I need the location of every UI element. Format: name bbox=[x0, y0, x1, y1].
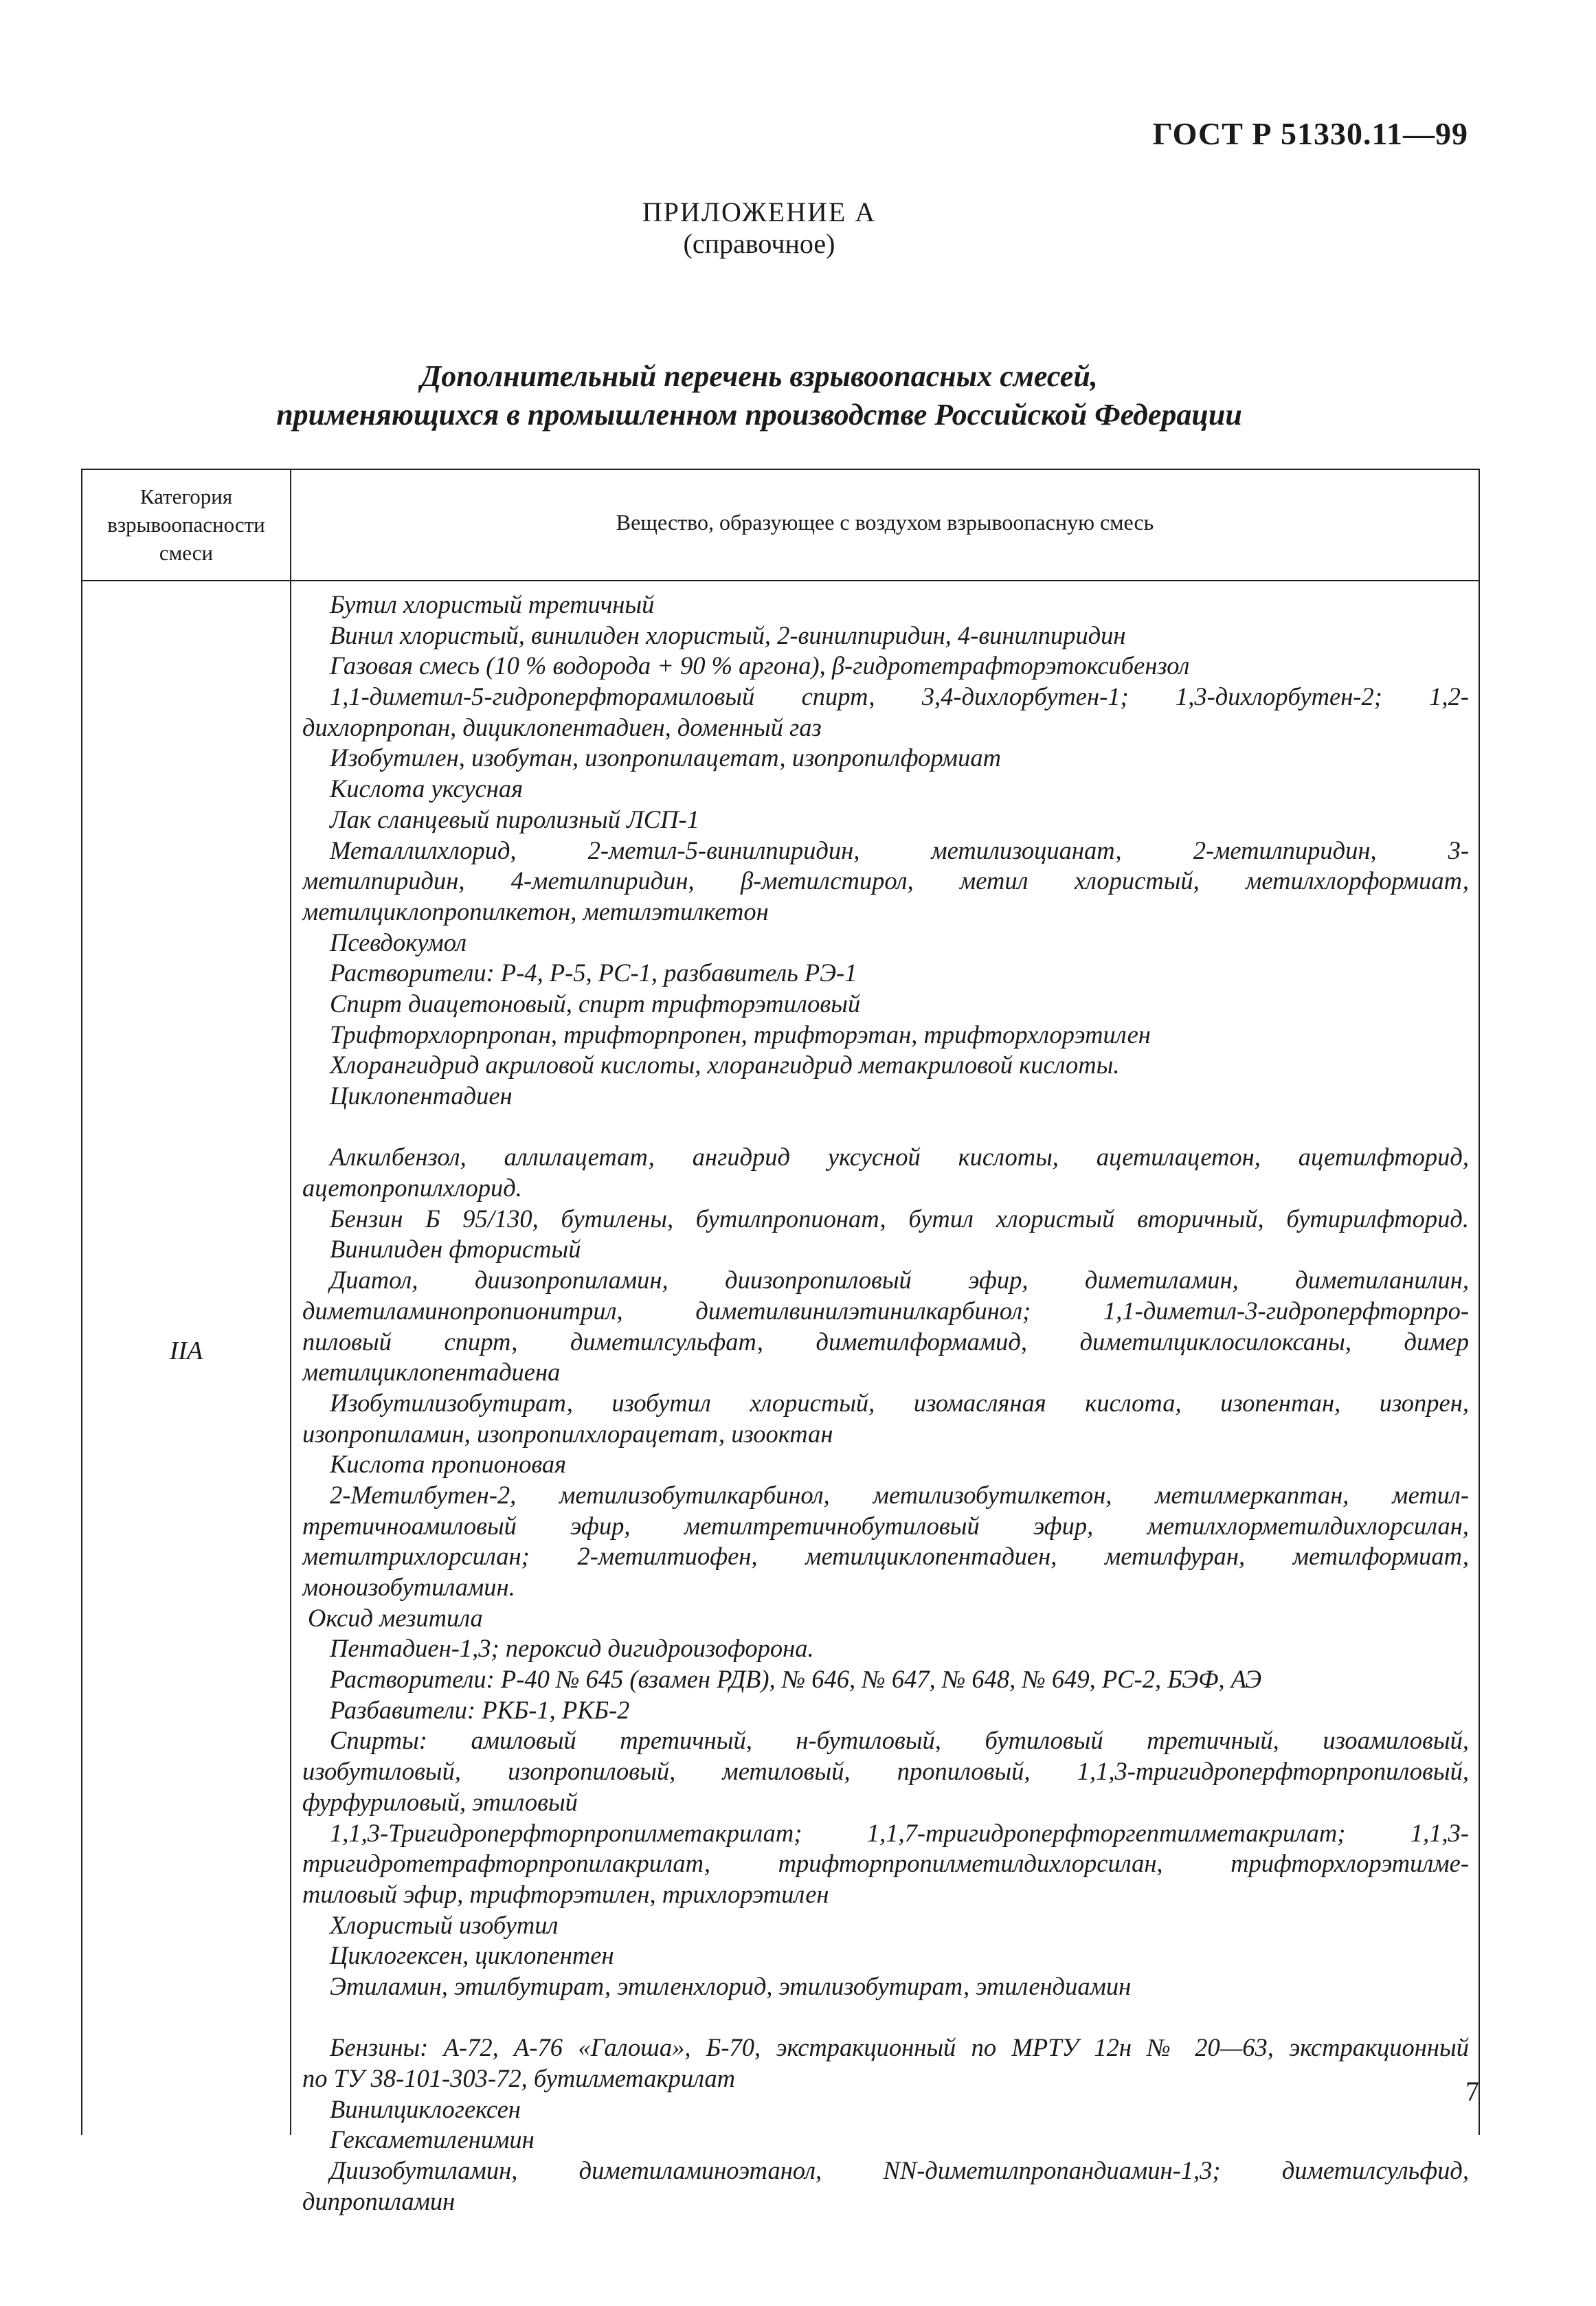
substance-line: Растворители: Р-40 № 645 (взамен РДВ), № 646, № 647, № 648, № 649, РС-2, БЭФ, АЭ bbox=[330, 1665, 1262, 1694]
substance-line: метилциклопентадиена bbox=[302, 1358, 561, 1387]
document-title-line-2: применяющихся в промышленном производстве Российской Федерации bbox=[276, 398, 1242, 432]
substance-line: 1,1-диметил-5-гидроперфторамиловый спирт, 3,4-дихлорбутен-1; 1,3-дихлорбутен-2; 1,2- bbox=[330, 682, 1469, 711]
appendix-title: ПРИЛОЖЕНИЕ А bbox=[642, 197, 877, 227]
category-cell: IIA bbox=[169, 1336, 203, 1365]
substance-line: Газовая смесь (10 % водорода + 90 % аргона), β-гидротетрафторэтоксибензол bbox=[330, 651, 1190, 680]
substance-line: Кислота пропионовая bbox=[330, 1450, 567, 1479]
substance-line: метилпиридин, 4-метилпиридин, β-метилстирол, метил хлористый, метилхлорформиат, bbox=[302, 866, 1469, 895]
substance-line: Оксид мезитила bbox=[308, 1603, 483, 1632]
substance-line: дихлорпропан, дициклопентадиен, доменный газ bbox=[302, 713, 822, 741]
substance-line: Хлорангидрид акриловой кислоты, хлорангидрид метакриловой кислоты. bbox=[330, 1051, 1120, 1079]
table-header-row bbox=[82, 470, 1479, 581]
substance-line: Спирты: амиловый третичный, н-бутиловый, бутиловый третичный, изоамиловый, bbox=[330, 1726, 1469, 1755]
substances-table bbox=[81, 469, 1480, 2215]
appendix-heading bbox=[0, 197, 1518, 260]
doc-code: ГОСТ Р 51330.11—99 bbox=[1152, 116, 1468, 151]
substance-line: пиловый спирт, диметилсульфат, диметилформамид, диметилциклосилоксаны, димер bbox=[302, 1327, 1469, 1356]
substance-line: Винилциклогексен bbox=[330, 2094, 521, 2123]
substance-list bbox=[302, 590, 1469, 2217]
substance-line: Винил хлористый, винилиден хлористый, 2-винилпиридин, 4-винилпиридин bbox=[330, 620, 1126, 649]
document-title-line-1: Дополнительный перечень взрывоопасных смесей, bbox=[420, 359, 1098, 393]
substance-line: Хлористый изобутил bbox=[330, 1910, 559, 1939]
page-number: 7 bbox=[1465, 2076, 1479, 2107]
substance-line: Растворители: Р-4, Р-5, РС-1, разбавитель РЭ-1 bbox=[330, 959, 857, 987]
substance-line: 2-Метилбутен-2, метилизобутилкарбинол, метилизобутилкетон, метилмеркаптан, метил- bbox=[330, 1480, 1469, 1509]
substance-line: ацетопропилхлорид. bbox=[302, 1174, 522, 1202]
substance-line: Псевдокумол bbox=[330, 928, 467, 956]
column-header-category bbox=[82, 482, 290, 567]
substance-line: тиловый эфир, трифторэтилен, трихлорэтилен bbox=[302, 1879, 829, 1908]
substance-line: Спирт диацетоновый, спирт трифторэтиловый bbox=[330, 989, 861, 1018]
substance-line: Циклопентадиен bbox=[330, 1082, 513, 1110]
substance-line: Пентадиен-1,3; пероксид дигидроизофорона. bbox=[330, 1634, 814, 1663]
substance-line: по ТУ 38-101-303-72, бутилметакрилат bbox=[302, 2064, 736, 2092]
column-header-category-line: Категория bbox=[139, 484, 233, 508]
substance-line: Диизобутиламин, диметиламиноэтанол, NN-диметилпропандиамин-1,3; диметилсульфид, bbox=[330, 2156, 1469, 2185]
substance-line: метилциклопропилкетон, метилэтилкетон bbox=[302, 897, 769, 926]
list-gap bbox=[302, 2002, 1469, 2033]
substance-line: Разбавители: РКБ-1, РКБ-2 bbox=[330, 1695, 630, 1724]
substance-line: Металлилхлорид, 2-метил-5-винилпиридин, метилизоцианат, 2-метилпиридин, 3- bbox=[330, 836, 1469, 864]
substance-line: Алкилбензол, аллилацетат, ангидрид уксусной кислоты, ацетилацетон, ацетилфторид, bbox=[330, 1143, 1469, 1172]
substance-line: изобутиловый, изопропиловый, метиловый, пропиловый, 1,1,3-тригидроперфторпропиловый, bbox=[302, 1757, 1469, 1786]
substance-line: Изобутилизобутират, изобутил хлористый, изомасляная кислота, изопентан, изопрен, bbox=[330, 1388, 1469, 1417]
substance-line: дипропиламин bbox=[302, 2186, 456, 2215]
substance-line: 1,1,3-Тригидроперфторпропилметакрилат; 1,1,7-тригидроперфторгептилметакрилат; 1,1,3- bbox=[330, 1818, 1469, 1847]
substance-line: фурфуриловый, этиловый bbox=[302, 1787, 578, 1816]
column-header-category-line: взрывоопасности bbox=[107, 513, 265, 537]
column-divider bbox=[290, 470, 291, 2135]
substance-line: третичноамиловый эфир, метилтретичнобутиловый эфир, метилхлорметилдихлорсилан, bbox=[302, 1511, 1469, 1540]
substance-line: Трифторхлорпропан, трифторпропен, трифторэтан, трифторхлорэтилен bbox=[330, 1020, 1151, 1049]
substance-line: метилтрихлорсилан; 2-метилтиофен, метилциклопентадиен, метилфуран, метилформиат, bbox=[302, 1542, 1469, 1571]
substance-line: Лак сланцевый пиролизный ЛСП-1 bbox=[330, 805, 699, 833]
appendix-type: (справочное) bbox=[683, 228, 835, 259]
list-gap bbox=[302, 1112, 1469, 1143]
document-title bbox=[0, 357, 1518, 434]
substance-line: Бензины: А-72, А-76 «Галоша», Б-70, экстракционный по МРТУ 12н № 20—63, экстракционный bbox=[330, 2033, 1469, 2062]
substance-line: Бензин Б 95/130, бутилены, бутилпропионат, бутил хлористый вторичный, бутирилфторид. bbox=[330, 1204, 1469, 1233]
substance-line: Кислота уксусная bbox=[330, 774, 524, 803]
substance-line: Гексаметиленимин bbox=[330, 2125, 535, 2154]
substance-line: тригидротетрафторпропилакрилат, трифторпропилметилдихлорсилан, трифторхлорэтилме- bbox=[302, 1849, 1469, 1878]
substance-line: Винилиден фтористый bbox=[330, 1235, 581, 1264]
substance-line: изопропиламин, изопропилхлорацетат, изооктан bbox=[302, 1419, 833, 1448]
substance-line: Изобутилен, изобутан, изопропилацетат, изопропилформиат bbox=[330, 743, 1001, 772]
substance-line: Бутил хлористый третичный bbox=[330, 590, 655, 618]
substance-line: Циклогексен, циклопентен bbox=[330, 1941, 614, 1970]
substance-line: Этиламин, этилбутират, этиленхлорид, этилизобутират, этилендиамин bbox=[330, 1971, 1132, 2000]
substance-line: моноизобутиламин. bbox=[302, 1573, 515, 1601]
column-header-category-line: смеси bbox=[159, 541, 214, 565]
column-header-substance: Вещество, образующее с воздухом взрывоопасную смесь bbox=[616, 510, 1154, 535]
substance-line: Диатол, диизопропиламин, диизопропиловый эфир, диметиламин, диметиланилин, bbox=[330, 1266, 1469, 1295]
substance-line: диметиламинопропионитрил, диметилвинилэтинилкарбинол; 1,1-диметил-3-гидроперфторпро- bbox=[302, 1296, 1469, 1325]
